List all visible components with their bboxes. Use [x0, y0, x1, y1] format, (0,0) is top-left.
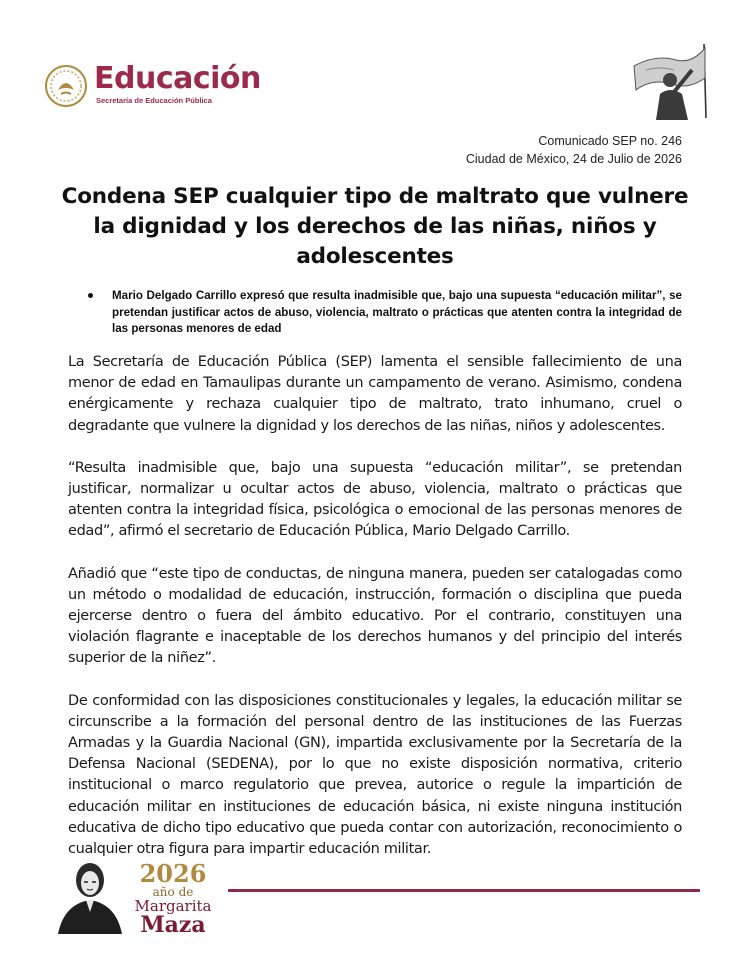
footer-divider: [228, 889, 700, 892]
brand-subtitle: Secretaría de Educación Pública: [96, 96, 212, 105]
paragraph: La Secretaría de Educación Pública (SEP) lamenta el sensible fallecimiento de una menor de edad en Tamaulipas durante un campamento de verano. Asimismo, condena enérgicamente y rechaza cualquier tipo de maltrato, trato inhumano, cruel o degradante que vulnere la dignidad y los derechos de las niñas, niños y adolescentes.: [68, 354, 682, 434]
brand-name: Educación: [94, 61, 261, 96]
flag-figure-icon: [626, 40, 712, 120]
comunicado-number: Comunicado SEP no. 246: [538, 134, 682, 148]
paragraph: De conformidad con las disposiciones constitucionales y legales, la educación militar se circunscribe a la formación del personal dentro de las instituciones de las Fuerzas Armadas y la Guardia Nacional (GN), impartida exclusivamente por la Secretaría de la Defensa Nacional (SEDENA), por lo que no existe disposición normativa, criterio institucional o marco regulatorio que prevea, autorice o regule la impartición de educación militar en instituciones de educación básica, ni existe ninguna institución educativa de dicho tipo educativo que pueda contar con autorización, reconocimiento o cualquier otra figura para impartir educación militar.: [68, 692, 682, 858]
summary-bullet: [90, 288, 682, 338]
place-date: Ciudad de México, 24 de Julio de 2026: [465, 152, 682, 166]
sep-logo: [44, 62, 264, 112]
year-logo: [128, 859, 218, 938]
paragraph: “Resulta inadmisible que, bajo una supuesta “educación militar”, se pretendan justificar, normalizar u ocultar actos de abuso, violencia, maltrato o prácticas que atenten contra la integridad física, psicológica o emocional de las personas menores de edad”, afirmó el secretario de Educación Pública, Mario Delgado Carrillo.: [68, 459, 682, 540]
year-number: 2026: [139, 859, 207, 888]
portrait-icon: [50, 856, 128, 934]
national-seal-icon: [44, 64, 88, 108]
brand: [94, 62, 261, 106]
year-caption: año de: [152, 885, 194, 899]
headline: Condena SEP cualquier tipo de maltrato que vulnere la dignidad y los derechos de las niñas, niños y adolescentes: [61, 184, 689, 269]
bullet-text: Mario Delgado Carrillo expresó que resulta inadmisible que, bajo una supuesta “educación militar”, se pretendan justificar actos de abuso, violencia, maltrato o prácticas que atenten contra la integridad de las personas menores de edad: [112, 289, 682, 336]
year-name-last: Maza: [140, 912, 206, 938]
bullet-dot-icon: [88, 293, 93, 298]
release-meta: [466, 132, 682, 168]
paragraph: Añadió que “este tipo de conductas, de ninguna manera, pueden ser catalogadas como un método o modalidad de educación, instrucción, formación o disciplina que pueda ejercerse dentro o fuera del ámbito educativo. Por el contrario, constituyen una violación flagrante e inaceptable de los derechos humanos y del principio del interés superior de la niñez”.: [68, 565, 682, 667]
body-text: [68, 352, 682, 881]
year-name-first: Margarita: [134, 897, 212, 915]
